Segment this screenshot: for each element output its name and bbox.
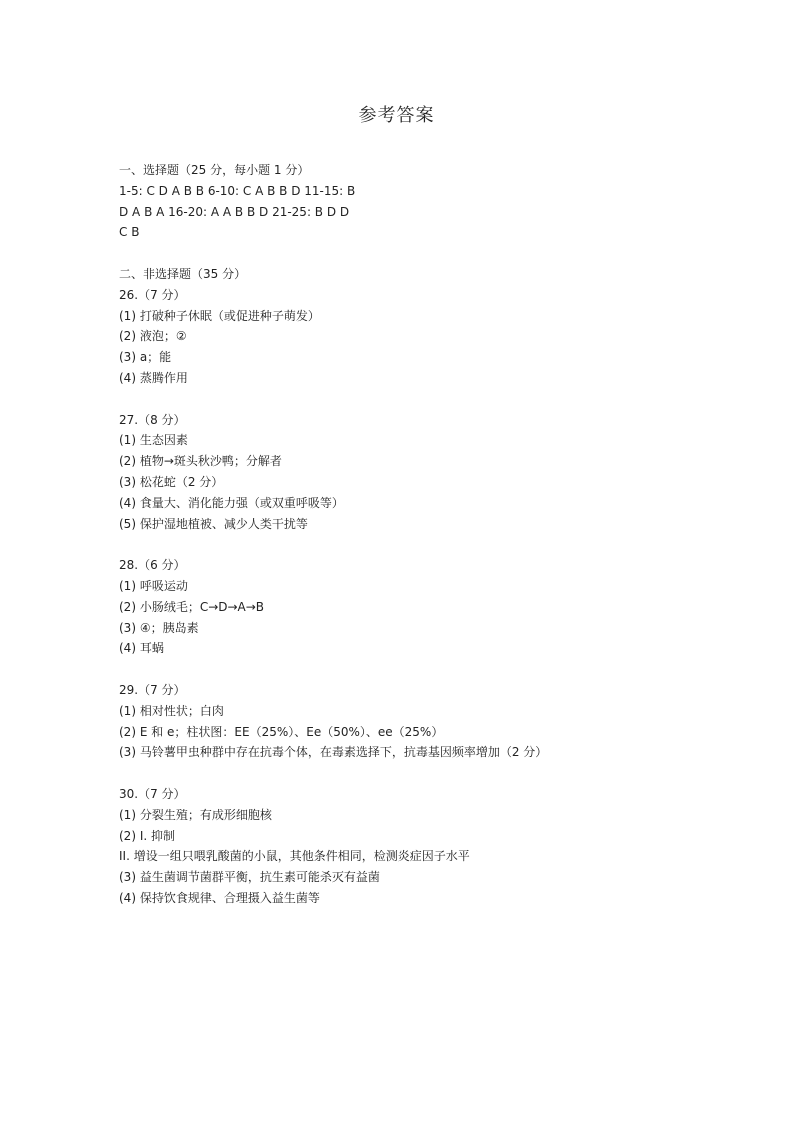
q30-answer-3: II. 增设一组只喂乳酸菌的小鼠，其他条件相同，检测炎症因子水平 xyxy=(119,849,470,864)
q27-answer-1: (1) 生态因素 xyxy=(119,433,188,448)
q28-answer-3: (3) ④；胰岛素 xyxy=(119,620,199,635)
q27-answer-4: (4) 食量大、消化能力强（或双重呼吸等） xyxy=(119,495,344,510)
answer-content xyxy=(119,160,679,909)
q30-header: 30.（7 分） xyxy=(119,786,186,801)
spacer xyxy=(119,534,679,555)
spacer xyxy=(119,389,679,410)
spacer xyxy=(119,763,679,784)
q28-header: 28.（6 分） xyxy=(119,558,186,573)
q30-answer-4: (3) 益生菌调节菌群平衡，抗生素可能杀灭有益菌 xyxy=(119,870,380,885)
q28-answer-4: (4) 耳蜗 xyxy=(119,641,164,656)
q27-answer-5: (5) 保护湿地植被、减少人类干扰等 xyxy=(119,516,308,531)
q28-answer-1: (1) 呼吸运动 xyxy=(119,578,188,593)
q29-answer-1: (1) 相对性状；白肉 xyxy=(119,703,224,718)
q26-answer-2: (2) 液泡；② xyxy=(119,329,187,344)
q30-answer-2: (2) I. 抑制 xyxy=(119,828,175,843)
q26-answer-1: (1) 打破种子休眠（或促进种子萌发） xyxy=(119,308,320,323)
q29-header: 29.（7 分） xyxy=(119,682,186,697)
q29-answer-3: (3) 马铃薯甲虫种群中存在抗毒个体，在毒素选择下，抗毒基因频率增加（2 分） xyxy=(119,745,548,760)
q27-answer-2: (2) 植物→斑头秋沙鸭；分解者 xyxy=(119,454,282,469)
choice-answers-line-3: C B xyxy=(119,225,140,240)
q30-answer-1: (1) 分裂生殖；有成形细胞核 xyxy=(119,807,272,822)
section2-heading: 二、非选择题（35 分） xyxy=(119,266,247,281)
spacer xyxy=(119,659,679,680)
q27-header: 27.（8 分） xyxy=(119,412,186,427)
q30-answer-5: (4) 保持饮食规律、合理摄入益生菌等 xyxy=(119,890,320,905)
section1-heading: 一、选择题（25 分，每小题 1 分） xyxy=(119,163,310,177)
page-title: 参考答案 xyxy=(358,105,435,126)
choice-answers-line-1: 1-5: C D A B B 6-10: C A B B D 11-15: B xyxy=(119,183,356,198)
q27-answer-3: (3) 松花蛇（2 分） xyxy=(119,474,224,489)
q26-answer-4: (4) 蒸腾作用 xyxy=(119,370,188,385)
spacer xyxy=(119,243,679,264)
q26-answer-3: (3) a；能 xyxy=(119,350,172,365)
choice-answers-line-2: D A B A 16-20: A A B B D 21-25: B D D xyxy=(119,204,350,219)
q26-header: 26.（7 分） xyxy=(119,287,186,302)
q28-answer-2: (2) 小肠绒毛；C→D→A→B xyxy=(119,599,265,614)
q29-answer-2: (2) E 和 e；柱状图：EE（25%）、Ee（50%）、ee（25%） xyxy=(119,724,444,739)
